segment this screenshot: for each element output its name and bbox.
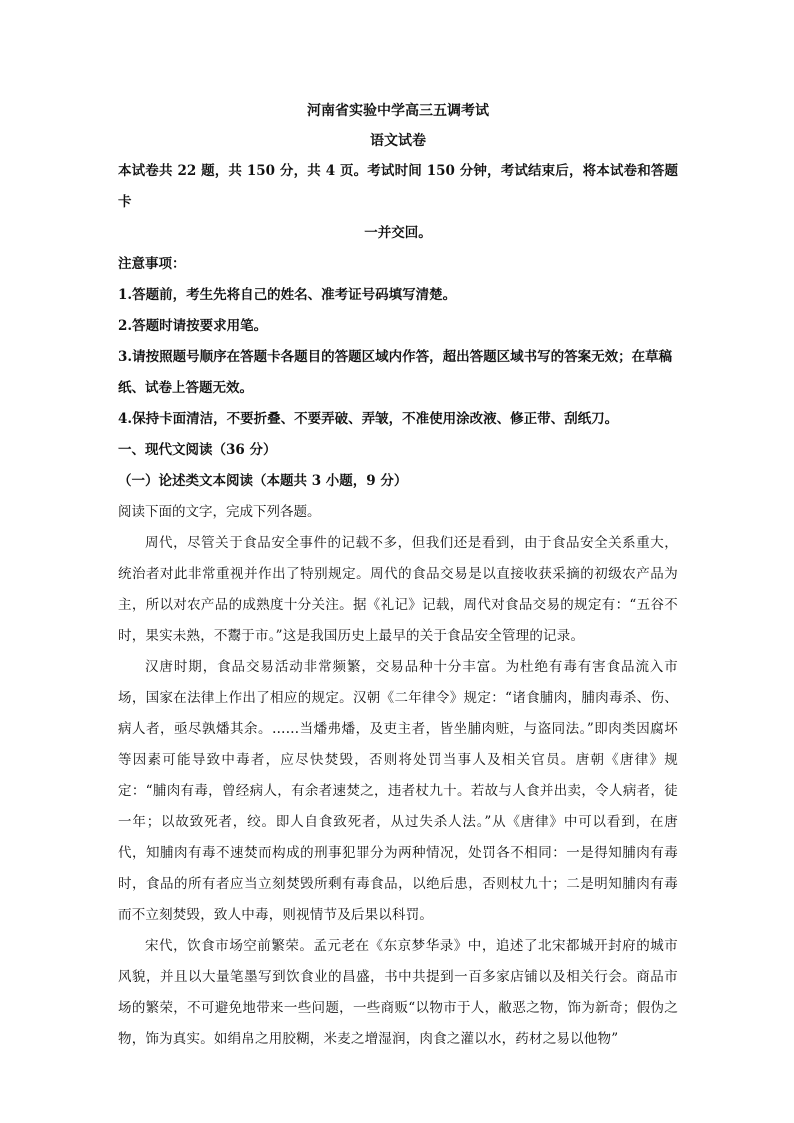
passage-paragraph-1: 周代，尽管关于食品安全事件的记载不多，但我们还是看到，由于食品安全关系重大，统治者对此非常重视并作出了特别规定。周代的食品交易是以直接收获采摘的初级农产品为主，所以对农产品的成熟度十分关注。据《礼记》记载，周代对食品交易的规定有：“五谷不时，果实未熟，不鬻于市。”这是我国历史上最早的关于食品安全管理的记录。: [118, 535, 678, 644]
intro-line-2: 一并交回。: [364, 225, 432, 241]
passage-paragraph-2: 汉唐时期，食品交易活动非常频繁，交易品种十分丰富。为杜绝有毒有害食品流入市场，国家在法律上作出了相应的规定。汉朝《二年律令》规定：“诸食脯肉，脯肉毒杀、伤、病人者，亟尽孰燔其余。……当燔弗燔，及吏主者，皆坐脯肉赃，与盗同法。”即肉类因腐坏等因素可能导致中毒者，应尽快焚毁，否则将处罚当事人及相关官员。唐朝《唐律》规定：“脯肉有毒，曾经病人，有余者速焚之，违者杖九十。若故与人食并出卖，令人病者，徒一年；以故致死者，绞。即人自食致死者，从过失杀人法。”从《唐律》中可以看到，在唐代，知脯肉有毒不速焚而构成的刑事犯罪分为两种情况，处罚各不相同：一是得知脯肉有毒时，食品的所有者应当立刻焚毁所剩有毒食品，以绝后患，否则杖九十；二是明知脯肉有毒而不立刻焚毁，致人中毒，则视情节及后果以科罚。: [118, 659, 678, 923]
exam-title: 河南省实验中学高三五调考试: [307, 103, 489, 119]
intro-line-1: 本试卷共 22 题，共 150 分，共 4 页。考试时间 150 分钟，考试结束后，将本试卷和答题卡: [118, 163, 678, 210]
section-subheading: （一）论述类文本阅读（本题共 3 小题，9 分）: [118, 473, 408, 489]
notes-heading: 注意事项：: [118, 256, 186, 272]
note-item-4: 4.保持卡面清洁，不要折叠、不要弄破、弄皱，不准使用涂改液、修正带、刮纸刀。: [118, 411, 619, 427]
exam-subtitle: 语文试卷: [370, 133, 426, 149]
passage-paragraph-3: 宋代，饮食市场空前繁荣。孟元老在《东京梦华录》中，追述了北宋都城开封府的城市风貌，并且以大量笔墨写到饮食业的昌盛，书中共提到一百多家店铺以及相关行会。商品市场的繁荣，不可避免地带来一些问题，一些商贩“以物市于人，敝恶之物，饰为新奇；假伪之物，饰为真实。如绢帛之用胶糊，米麦之增湿润，肉食之灌以水，药材之易以他物”: [118, 938, 678, 1047]
reading-instruction: 阅读下面的文字，完成下列各题。: [118, 504, 321, 520]
note-item-2: 2.答题时请按要求用笔。: [118, 318, 268, 334]
note-item-3: 3.请按照题号顺序在答题卡各题目的答题区域内作答，超出答题区域书写的答案无效；在草稿纸、试卷上答题无效。: [118, 349, 673, 396]
section-heading: 一、现代文阅读（36 分）: [118, 442, 277, 458]
exam-page: [118, 96, 678, 1055]
note-item-1: 1.答题前，考生先将自己的姓名、准考证号码填写清楚。: [118, 287, 457, 303]
